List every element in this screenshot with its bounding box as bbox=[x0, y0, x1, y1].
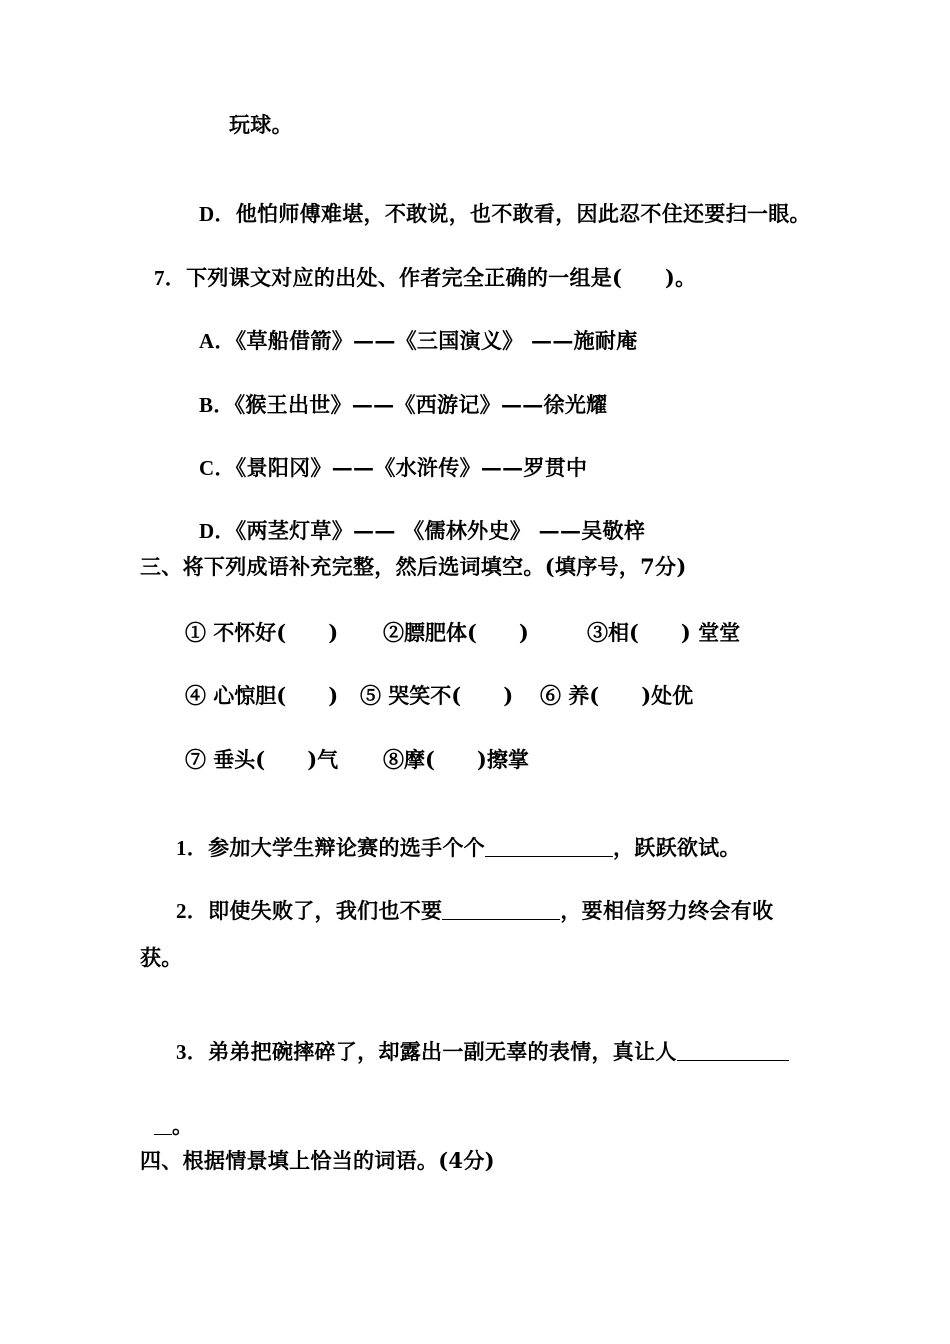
option-label: D． bbox=[198, 202, 236, 226]
item-text-before: 参加大学生辩论赛的选手个个 bbox=[208, 835, 485, 860]
item-text-before: 弟弟把碗摔碎了，却露出一副无辜的表情，真让人 bbox=[208, 1039, 677, 1064]
q7-option-d bbox=[185, 489, 645, 545]
option-text: 《景阳冈》——《水浒传》——罗贯中 bbox=[235, 455, 588, 480]
prev-option-c-continuation: 玩球。 bbox=[229, 112, 293, 137]
option-text: 《两茎灯草》—— 《儒林外史》 ——吴敬梓 bbox=[235, 518, 646, 543]
item-text-after: ，跃跃欲试。 bbox=[612, 835, 741, 860]
answer-blank[interactable] bbox=[485, 834, 613, 857]
idiom-7: ⑦ 垂头( )气 bbox=[185, 747, 339, 772]
item-text-end: 。 bbox=[171, 1113, 194, 1138]
prev-option-d bbox=[185, 172, 811, 228]
idiom-6: ⑥ 养( )处优 bbox=[540, 683, 694, 708]
answer-blank[interactable] bbox=[442, 897, 560, 920]
item-number: 3． bbox=[175, 1040, 209, 1064]
fill-item-2-continuation: 获。 bbox=[140, 945, 183, 970]
option-text: 《草船借箭》——《三国演义》 ——施耐庵 bbox=[235, 328, 638, 353]
question-7-stem bbox=[140, 236, 696, 292]
question-text: 下列课文对应的出处、作者完全正确的一组是( )。 bbox=[186, 265, 697, 290]
q7-option-a bbox=[185, 299, 638, 355]
idiom-4: ④ 心惊胆( ) bbox=[185, 683, 339, 708]
item-number: 1． bbox=[175, 836, 209, 860]
fill-item-3 bbox=[162, 1010, 789, 1066]
q7-option-c bbox=[185, 426, 587, 482]
item-text-after: ，要相信努力终会有收 bbox=[560, 898, 774, 923]
option-label: A． bbox=[198, 329, 236, 353]
idiom-1: ① 不怀好( ) bbox=[185, 620, 339, 645]
idiom-3: ③相( ) 堂堂 bbox=[587, 620, 741, 645]
item-number: 2． bbox=[175, 899, 209, 923]
fill-item-1 bbox=[162, 806, 741, 862]
option-text: 他怕师傅难堪，不敢说，也不敢看，因此忍不住还要扫一眼。 bbox=[235, 201, 811, 226]
answer-blank[interactable] bbox=[677, 1038, 789, 1061]
fill-item-3-continuation bbox=[140, 1084, 193, 1140]
section-4-heading: 四、根据情景填上恰当的词语。(4分) bbox=[140, 1148, 495, 1173]
option-label: C． bbox=[198, 456, 236, 480]
option-text: 《猴王出世》——《西游记》——徐光耀 bbox=[234, 392, 608, 417]
item-text-before: 即使失败了，我们也不要 bbox=[208, 898, 443, 923]
section-3-heading: 三、将下列成语补充完整，然后选词填空。(填序号，7分) bbox=[140, 554, 687, 579]
option-label: B． bbox=[198, 393, 235, 417]
idiom-8: ⑧摩( )擦掌 bbox=[383, 747, 529, 772]
idiom-2: ②膘肥体( ) bbox=[383, 620, 529, 645]
answer-blank-continued[interactable] bbox=[154, 1112, 172, 1135]
idiom-5: ⑤ 哭笑不( ) bbox=[360, 683, 514, 708]
option-label: D． bbox=[198, 519, 236, 543]
idiom-grid bbox=[185, 617, 785, 777]
q7-option-b bbox=[185, 363, 607, 419]
question-number: 7． bbox=[153, 266, 187, 290]
fill-item-2 bbox=[162, 869, 773, 925]
